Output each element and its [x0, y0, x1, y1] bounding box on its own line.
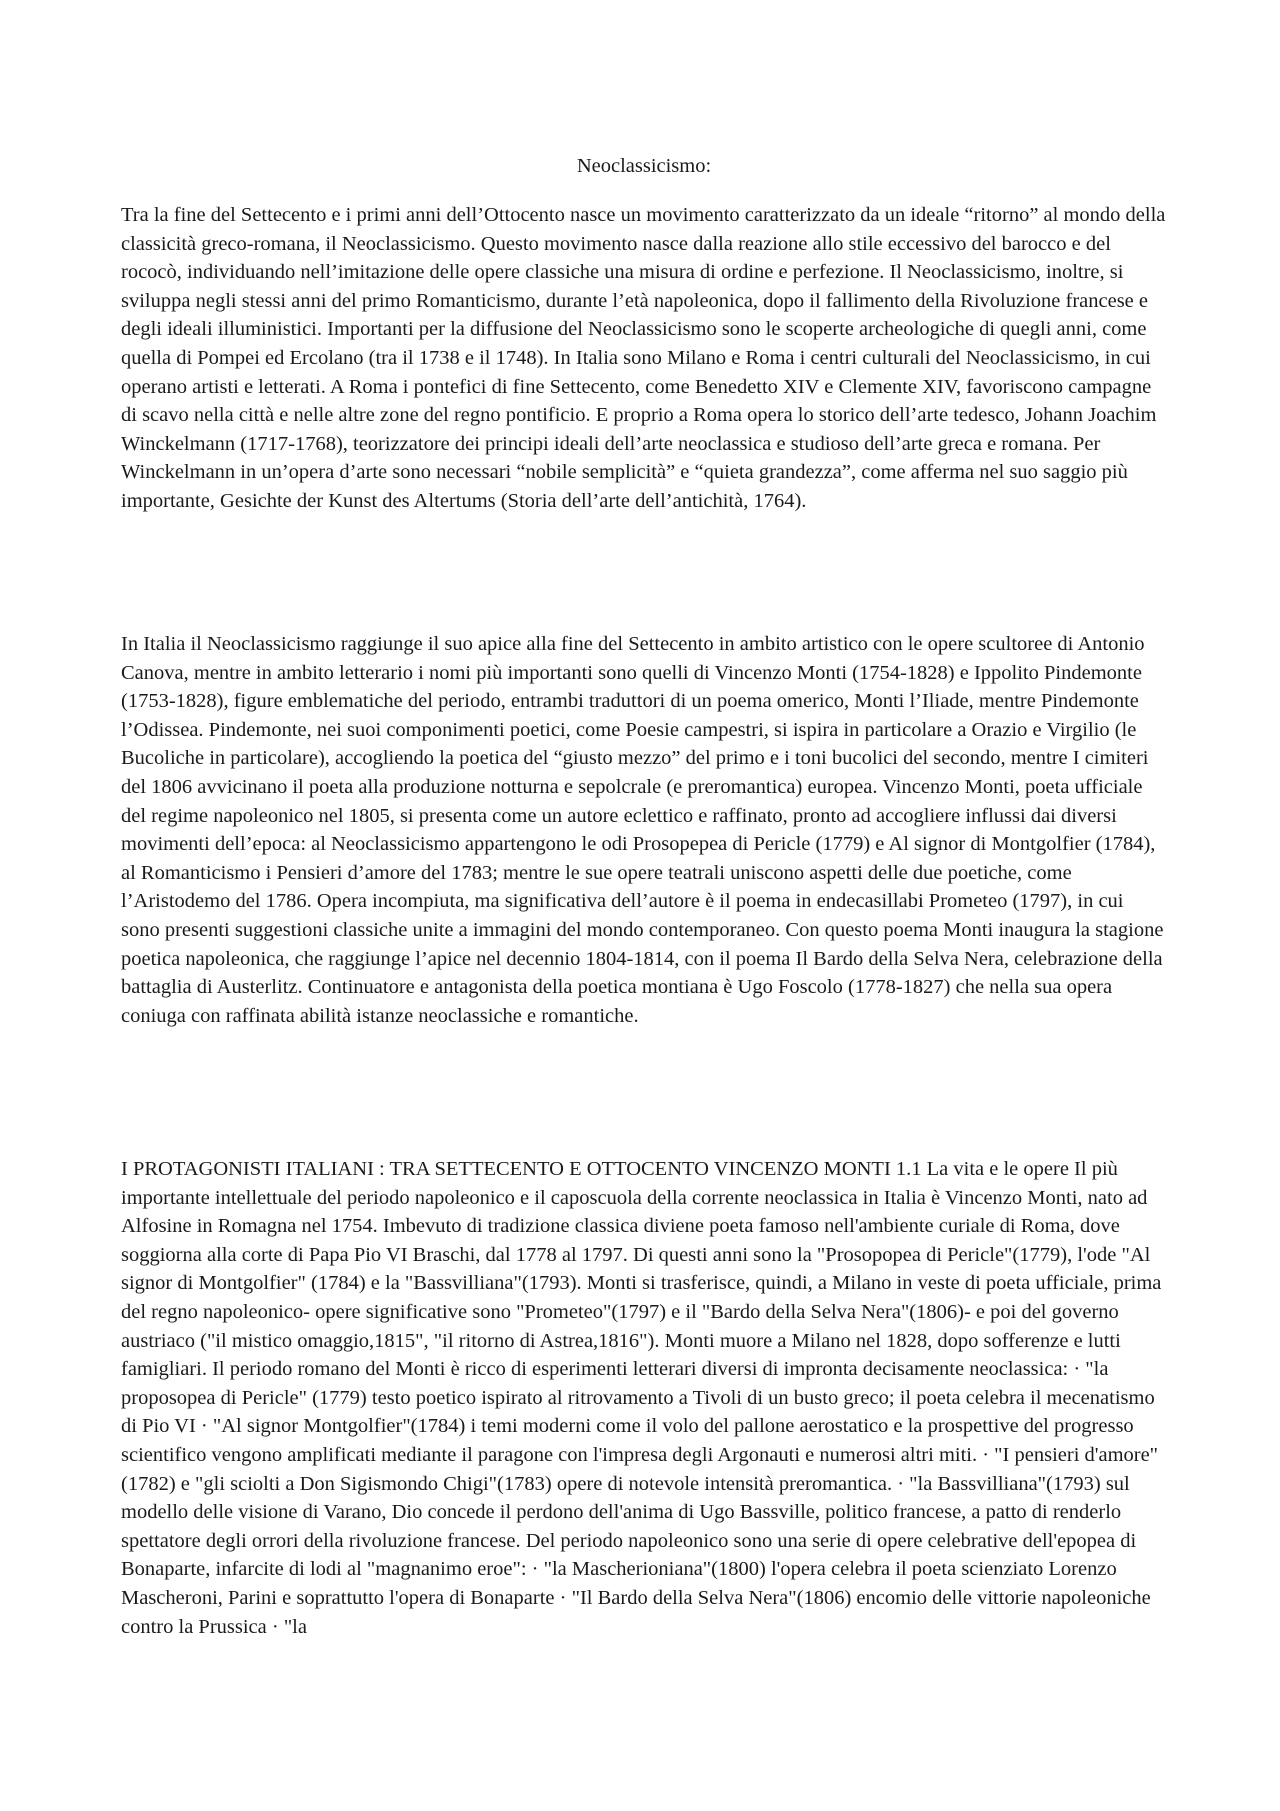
paragraph-italy: In Italia il Neoclassicismo raggiunge il suo apice alla fine del Settecento in ambito artistico con le opere scultoree di Antonio Canova, mentre in ambito letterario i nomi più importanti sono quelli di Vincenzo Monti (1754-1828) e Ippolito Pindemonte (1753-1828), figure emblematiche del periodo, entrambi traduttori di un poema omerico, Monti l’Iliade, mentre Pindemonte l’Odissea. Pindemonte, nei suoi componimenti poetici, come Poesie campestri, si ispira in particolare a Orazio e Virgilio (le Bucoliche in particolare), accogliendo la poetica del “giusto mezzo” del primo e i toni bucolici del secondo, mentre I cimiteri del 1806 avvicinano il poeta alla produzione notturna e sepolcrale (e preromantica) europea. Vincenzo Monti, poeta ufficiale del regime napoleonico nel 1805, si presenta come un autore eclettico e raffinato, pronto ad accogliere influssi dai diversi movimenti dell’epoca: al Neoclassicismo appartengono le odi Prosopepea di Pericle (1779) e Al signor di Montgolfier (1784), al Romanticismo i Pensieri d’amore del 1783; mentre le sue opere teatrali uniscono aspetti delle due poetiche, come l’Aristodemo del 1786. Opera incompiuta, ma significativa dell’autore è il poema in endecasillabi Prometeo (1797), in cui sono presenti suggestioni classiche unite a immagini del mondo contemporaneo. Con questo poema Monti inaugura la stagione poetica napoleonica, che raggiunge l’apice nel decennio 1804-1814, con il poema Il Bardo della Selva Nera, celebrazione della battaglia di Austerlitz. Continuatore e antagonista della poetica montiana è Ugo Foscolo (1778-1827) che nella sua opera coniuga con raffinata abilità istanze neoclassiche e romantiche. [121, 633, 1164, 1027]
paragraph-intro: Tra la fine del Settecento e i primi anni dell’Ottocento nasce un movimento caratterizzato da un ideale “ritorno” al mondo della classicità greco-romana, il Neoclassicismo. Questo movimento nasce dalla reazione allo stile eccessivo del barocco e del rococò, individuando nell’imitazione delle opere classiche una misura di ordine e perfezione. Il Neoclassicismo, inoltre, si sviluppa negli stessi anni del primo Romanticismo, durante l’età napoleonica, dopo il fallimento della Rivoluzione francese e degli ideali illuministici. Importanti per la diffusione del Neoclassicismo sono le scoperte archeologiche di quegli anni, come quella di Pompei ed Ercolano (tra il 1738 e il 1748). In Italia sono Milano e Roma i centri culturali del Neoclassicismo, in cui operano artisti e letterati. A Roma i pontefici di fine Settecento, come Benedetto XIV e Clemente XIV, favoriscono campagne di scavo nella città e nelle altre zone del regno pontificio. E proprio a Roma opera lo storico dell’arte tedesco, Johann Joachim Winckelmann (1717-1768), teorizzatore dei principi ideali dell’arte neoclassica e studioso dell’arte greca e romana. Per Winckelmann in un’opera d’arte sono necessari “nobile semplicità” e “quieta grandezza”, come afferma nel suo saggio più importante, Gesichte der Kunst des Altertums (Storia dell’arte dell’antichità, 1764). [121, 204, 1166, 512]
paragraph-monti: I PROTAGONISTI ITALIANI : TRA SETTECENTO E OTTOCENTO VINCENZO MONTI 1.1 La vita e le opere Il più importante intellettuale del periodo napoleonico e il caposcuola della corrente neoclassica in Italia è Vincenzo Monti, nato ad Alfosine in Romagna nel 1754. Imbevuto di tradizione classica diviene poeta famoso nell'ambiente curiale di Roma, dove soggiorna alla corte di Papa Pio VI Braschi, dal 1778 al 1797. Di questi anni sono la "Prosopopea di Pericle"(1779), l'ode "Al signor di Montgolfier" (1784) e la "Bassvilliana"(1793). Monti si trasferisce, quindi, a Milano in veste di poeta ufficiale, prima del regno napoleonico- opere significative sono "Prometeo"(1797) e il "Bardo della Selva Nera"(1806)- e poi del governo austriaco ("il mistico omaggio,1815", "il ritorno di Astrea,1816"). Monti muore a Milano nel 1828, dopo sofferenze e lutti famigliari. Il periodo romano del Monti è ricco di esperimenti letterari diversi di impronta decisamente neoclassica: · "la proposopea di Pericle" (1779) testo poetico ispirato al ritrovamento a Tivoli di un busto greco; il poeta celebra il mecenatismo di Pio VI · "Al signor Montgolfier"(1784) i temi moderni come il volo del pallone aerostatico e la prospettive del progresso scientifico vengono amplificati mediante il paragone con l'impresa degli Argonauti e numerosi altri miti. · "I pensieri d'amore"(1782) e "gli sciolti a Don Sigismondo Chigi"(1783) opere di notevole intensità preromantica. · "la Bassvilliana"(1793) sul modello delle visione di Varano, Dio concede il perdono dell'anima di Ugo Bassville, politico francese, a patto di renderlo spettatore degli orrori della rivoluzione francese. Del periodo napoleonico sono una serie di opere celebrative dell'epopea di Bonaparte, infarcite di lodi al "magnanimo eroe": · "la Mascherioniana"(1800) l'opera celebra il poeta scienziato Lorenzo Mascheroni, Parini e soprattutto l'opera di Bonaparte · "Il Bardo della Selva Nera"(1806) encomio delle vittorie napoleoniche contro la Prussica · "la [121, 1158, 1162, 1638]
page-title: Neoclassicismo: [576, 155, 712, 177]
